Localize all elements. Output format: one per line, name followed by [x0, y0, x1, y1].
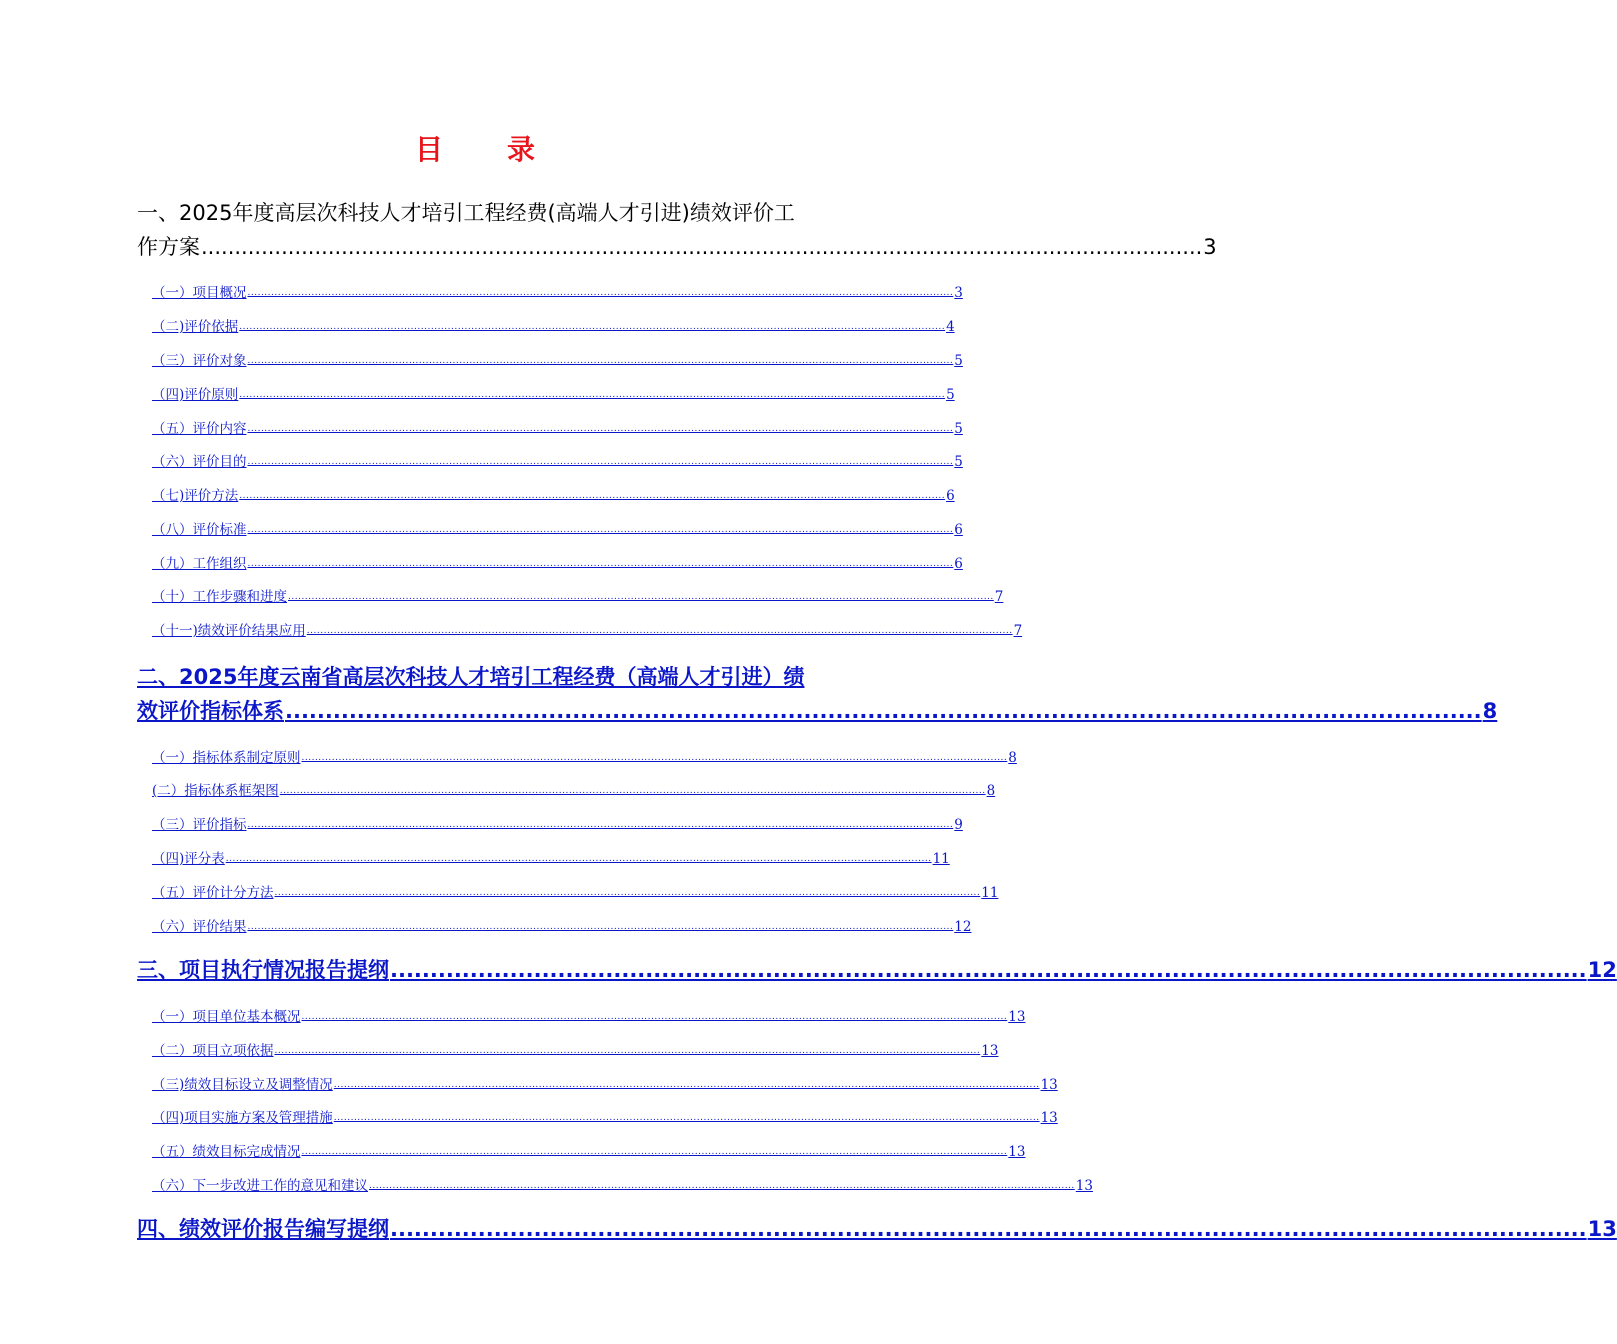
toc-page-number: 8 [1482, 699, 1498, 723]
toc-page-number: 13 [1040, 1110, 1058, 1126]
toc-item[interactable] [152, 749, 1017, 767]
toc-page-number: 11 [932, 851, 950, 867]
toc-page-number: 8 [1008, 750, 1017, 766]
toc-item-label: （七)评价方法 [152, 488, 239, 504]
toc-item[interactable] [152, 386, 955, 404]
toc-item-label: (二）指标体系框架图 [152, 783, 279, 799]
toc-page-number: 7 [994, 589, 1004, 605]
toc-item[interactable] [152, 588, 1004, 606]
toc-page-number: 6 [954, 556, 963, 572]
toc-page-number: 13 [1587, 1217, 1617, 1241]
toc-item-label: （四)评分表 [152, 851, 225, 867]
toc-page-number: 9 [954, 817, 963, 833]
toc-item[interactable] [152, 884, 999, 902]
toc-item[interactable] [152, 555, 963, 573]
dot-leader: .................................................................................................................................................................................................................. [333, 1113, 1040, 1123]
toc-item[interactable] [152, 1177, 1093, 1195]
toc-page-number: 3 [1203, 235, 1217, 259]
toc-item-label: （六）下一步改进工作的意见和建议 [152, 1178, 368, 1194]
toc-item[interactable] [152, 1143, 1026, 1161]
dot-leader: .................................................................................................................................................................................................................. [301, 1012, 1008, 1022]
dot-leader: .................................................................................................................................................................................................................. [274, 888, 981, 898]
toc-item-label: （八）评价标准 [152, 522, 247, 538]
toc-section-1-link[interactable] [137, 230, 1217, 264]
dot-leader: .................................................................................................................................................................................................................. [333, 1080, 1040, 1090]
dot-leader: .................................................................................................................................................................................................................. [247, 922, 954, 932]
dot-leader: .................................................................................................................................................................................................................. [247, 820, 954, 830]
toc-page-number: 13 [1040, 1077, 1058, 1093]
toc-page-number: 12 [954, 919, 972, 935]
dot-leader: ...................................................................................................................................................... [201, 235, 1203, 259]
toc-item-label: （六）评价结果 [152, 919, 247, 935]
dot-leader: .................................................................................................................................................................................................................. [247, 356, 954, 366]
toc-item-label: （二）项目立项依据 [152, 1043, 274, 1059]
toc-item-label: （十）工作步骤和进度 [152, 589, 287, 605]
dot-leader: .................................................................................................................................................................................................................. [301, 1147, 1008, 1157]
toc-section-3-label: 三、项目执行情况报告提纲 [137, 958, 389, 982]
toc-item-label: （三）评价指标 [152, 817, 247, 833]
toc-item[interactable] [152, 318, 955, 336]
toc-item-label: （三）评价对象 [152, 353, 247, 369]
toc-page-number: 4 [946, 319, 955, 335]
toc-page-number: 11 [981, 885, 999, 901]
dot-leader: .................................................................................................................................................................................................................. [247, 457, 954, 467]
toc-page-number: 5 [954, 421, 963, 437]
toc-item-label: （二)评价依据 [152, 319, 239, 335]
toc-section-2-link[interactable] [137, 694, 1498, 728]
toc-section-1-line1: 一、2025年度高层次科技人才培引工程经费(高端人才引进)绩效评价工 [137, 201, 795, 225]
dot-leader: .................................................................................................................................................................................................................. [369, 1181, 1075, 1191]
toc-item-label: （三)绩效目标设立及调整情况 [152, 1077, 333, 1093]
dot-leader: .................................................................................................................................................................................................................. [301, 753, 1008, 763]
dot-leader: .................................................................................................................................................................................................................. [274, 1046, 981, 1056]
toc-section-2-line1: 二、2025年度云南省高层次科技人才培引工程经费（高端人才引进）绩 [137, 665, 805, 689]
toc-page-number: 13 [1075, 1178, 1093, 1194]
dot-leader: .................................................................................................................................................................................................................. [247, 424, 954, 434]
toc-item[interactable] [152, 453, 963, 471]
toc-section-1-line2: 作方案 [137, 235, 200, 259]
dot-leader: .................................................................................................................................................................................................................. [239, 390, 946, 400]
toc-section-2-line2: 效评价指标体系 [137, 699, 284, 723]
toc-page-number: 12 [1587, 958, 1617, 982]
toc-page-number: 7 [1013, 623, 1023, 639]
toc-item-label: （一）项目单位基本概况 [152, 1009, 301, 1025]
toc-item[interactable] [152, 284, 963, 302]
dot-leader: .................................................................................................................................................................................................................. [225, 854, 932, 864]
toc-item[interactable] [152, 1109, 1058, 1127]
dot-leader: .................................................................................................................................................................................................................. [279, 786, 986, 796]
toc-item-label: （九）工作组织 [152, 556, 247, 572]
dot-leader: .................................................................................................................................................................................................................. [239, 322, 946, 332]
dot-leader: ...................................................................................................................................................... [390, 958, 1587, 982]
toc-item-label: （一）项目概况 [152, 285, 247, 301]
toc-section-3[interactable] [137, 953, 1617, 987]
toc-section-1[interactable] [137, 196, 1217, 264]
toc-item-label: （十一)绩效评价结果应用 [152, 623, 306, 639]
toc-item[interactable] [152, 1076, 1058, 1094]
dot-leader: .................................................................................................................................................................................................................. [239, 491, 946, 501]
toc-item-label: （一）指标体系制定原则 [152, 750, 301, 766]
toc-item[interactable] [152, 816, 963, 834]
toc-page-number: 5 [954, 454, 963, 470]
toc-page-number: 8 [986, 783, 996, 799]
dot-leader: .................................................................................................................................................................................................................. [247, 525, 954, 535]
toc-item[interactable] [152, 352, 963, 370]
toc-page-number: 13 [1008, 1144, 1026, 1160]
toc-item-label: （五）评价内容 [152, 421, 247, 437]
toc-item-label: （四)评价原则 [152, 387, 239, 403]
toc-item[interactable] [152, 782, 996, 800]
dot-leader: ...................................................................................................................................................... [390, 1217, 1587, 1241]
toc-page-number: 5 [946, 387, 955, 403]
dot-leader: ...................................................................................................................................................... [285, 699, 1482, 723]
toc-page-number: 6 [954, 522, 963, 538]
dot-leader: .................................................................................................................................................................................................................. [247, 288, 954, 298]
toc-section-4[interactable] [137, 1212, 1617, 1246]
dot-leader: .................................................................................................................................................................................................................. [288, 592, 994, 602]
toc-page-number: 13 [981, 1043, 999, 1059]
toc-section-2[interactable] [137, 660, 1498, 728]
toc-item[interactable] [152, 521, 963, 539]
toc-page-number: 3 [954, 285, 963, 301]
toc-item[interactable] [152, 622, 1023, 640]
toc-item-label: （五）绩效目标完成情况 [152, 1144, 301, 1160]
toc-page-number: 5 [954, 353, 963, 369]
toc-item[interactable] [152, 850, 950, 868]
toc-item[interactable] [152, 420, 963, 438]
toc-page-number: 13 [1008, 1009, 1026, 1025]
dot-leader: .................................................................................................................................................................................................................. [306, 626, 1013, 636]
toc-page-number: 6 [946, 488, 955, 504]
toc-item[interactable] [152, 918, 972, 936]
toc-section-4-label: 四、绩效评价报告编写提纲 [137, 1217, 389, 1241]
toc-item-label: （六）评价目的 [152, 454, 247, 470]
toc-item-label: （四)项目实施方案及管理措施 [152, 1110, 333, 1126]
toc-item[interactable] [152, 487, 955, 505]
toc-item[interactable] [152, 1008, 1026, 1026]
toc-item-label: （五）评价计分方法 [152, 885, 274, 901]
dot-leader: .................................................................................................................................................................................................................. [247, 559, 954, 569]
toc-item[interactable] [152, 1042, 999, 1060]
toc-title: 目 录 [414, 133, 553, 166]
